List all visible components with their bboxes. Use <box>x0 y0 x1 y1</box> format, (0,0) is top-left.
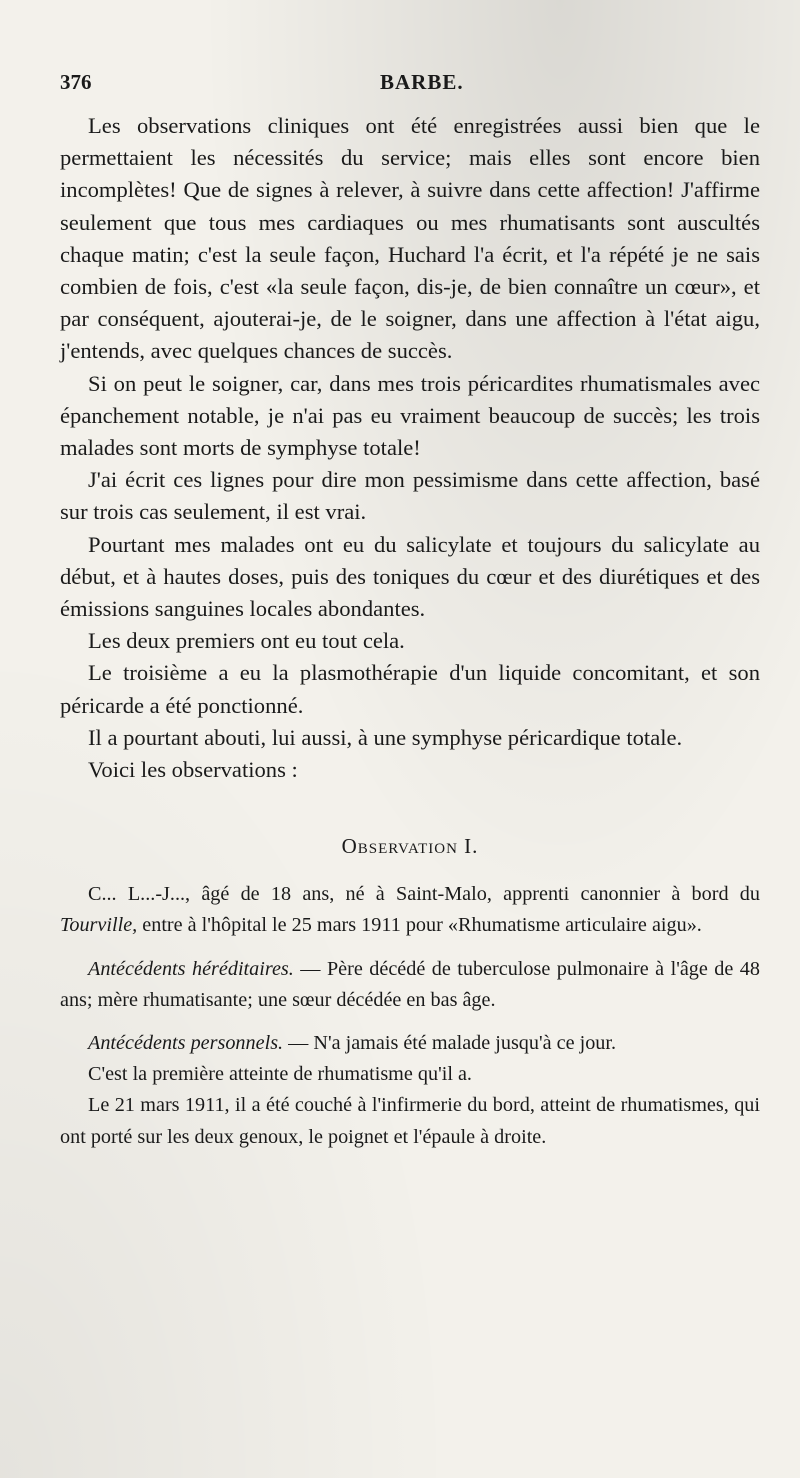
hereditary-text: — Père décédé de tuberculose pulmonaire à l'âge de 48 ans; mère rhumatisante; une sœur décédée en bas âge. <box>60 957 760 1011</box>
personal-text: — N'a jamais été malade jusqu'à ce jour. <box>283 1032 617 1055</box>
running-title: BARBE. <box>380 70 464 94</box>
observation-intro-end: entre à l'hôpital le 25 mars 1911 pour «Rhumatisme articulaire aigu». <box>137 914 702 937</box>
hereditary-label: Antécédents héréditaires. <box>88 957 294 980</box>
observation-intro <box>60 879 760 941</box>
paragraph: J'ai écrit ces lignes pour dire mon pessimisme dans cette affection, basé sur trois cas seulement, il est vrai. <box>60 467 760 525</box>
ship-name: Tourville, <box>60 914 138 937</box>
paragraph: Pourtant mes malades ont eu du salicylate et toujours du salicylate au début, et à hautes doses, puis des toniques du cœur et des diurétiques et des émissions sanguines locales abondantes. <box>60 531 760 622</box>
paragraph: Les deux premiers ont eu tout cela. <box>88 628 405 654</box>
page-number: 376 <box>60 70 92 94</box>
body-text <box>60 110 760 1153</box>
paragraph: Voici les observations : <box>88 757 298 783</box>
paragraph: Il a pourtant abouti, lui aussi, à une symphyse péricardique totale. <box>88 724 683 750</box>
paragraph: Si on peut le soigner, car, dans mes trois péricardites rhumatismales avec épanchement notable, je n'ai pas eu vraiment beaucoup de succès; les trois malades sont morts de symphyse totale! <box>60 370 760 461</box>
paragraph: Le troisième a eu la plasmothérapie d'un liquide concomitant, et son péricarde a été ponctionné. <box>60 660 760 718</box>
observation-heading: Observation I. <box>341 834 479 859</box>
hereditary-history <box>60 954 760 1016</box>
personal-history <box>60 1028 760 1059</box>
infirmary-note: Le 21 mars 1911, il a été couché à l'infirmerie du bord, atteint de rhumatismes, qui ont porté sur les deux genoux, le poignet et l'épaule à droite. <box>60 1094 760 1148</box>
paragraph: Les observations cliniques ont été enregistrées aussi bien que le permettaient les nécessités du service; mais elles sont encore bien incomplètes! Que de signes à relever, à suivre dans cette affection! J'affirme seulement que tous mes cardiaques ou mes rhumatisants sont auscultés chaque matin; c'est la seule façon, Huchard l'a écrit, et l'a répété je ne sais combien de fois, c'est «la seule façon, dis-je, de bien connaître un cœur», et par conséquent, ajouterai-je, de le soigner, dans une affection à l'état aigu, j'entends, avec quelques chances de succès. <box>60 113 760 364</box>
running-head <box>60 70 760 102</box>
first-attack: C'est la première atteinte de rhumatisme qu'il a. <box>88 1063 472 1086</box>
personal-label: Antécédents personnels. <box>88 1032 284 1055</box>
observation-intro-text: C... L...-J..., âgé de 18 ans, né à Saint-Malo, apprenti canonnier à bord du <box>88 883 760 906</box>
